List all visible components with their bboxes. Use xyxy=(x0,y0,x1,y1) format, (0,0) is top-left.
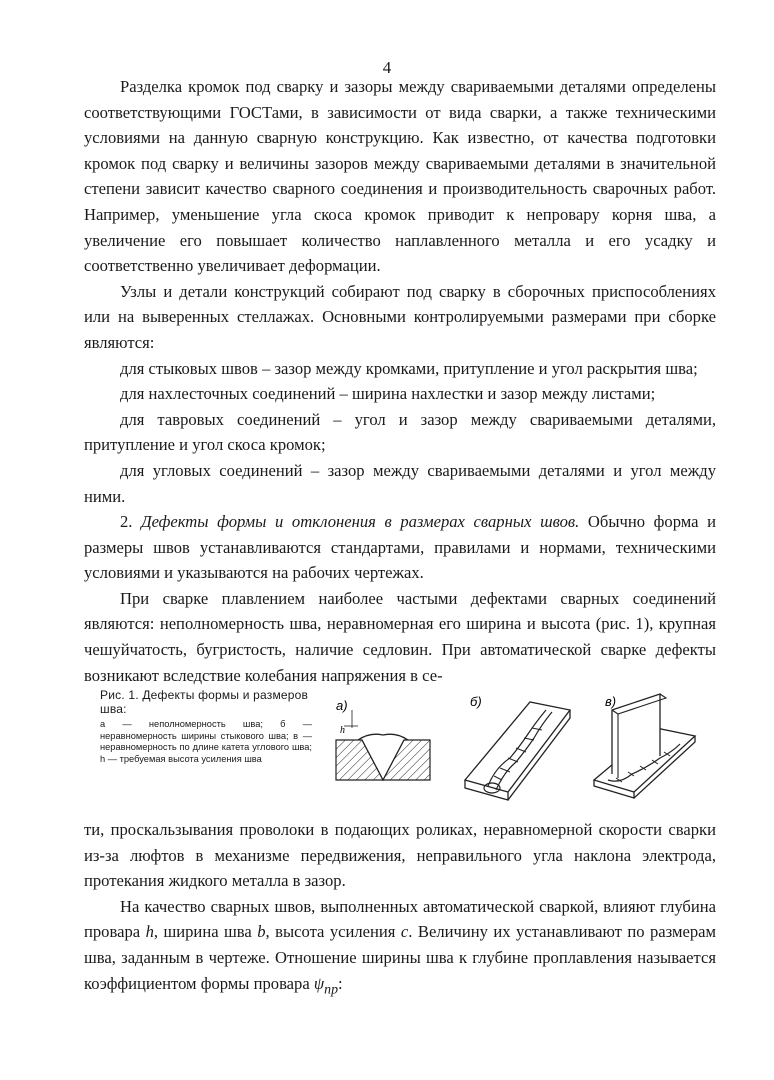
paragraph: для стыковых швов – зазор между кромками, притупление и угол раскрытия шва; xyxy=(120,358,698,378)
paragraph: для нахлесточных соединений – ширина нахлестки и зазор между листами; xyxy=(120,384,656,404)
text-span: На качество сварных швов, выполненных автоматической сваркой, влияют глубина провара xyxy=(84,896,716,942)
label-b: б) xyxy=(470,694,482,709)
figure-caption-body: а — неполномерность шва; б — неравномерность ширины стыкового шва; в — неравномерность по длине катета углового шва; h — требуемая высота усиления шва xyxy=(100,719,312,764)
paragraph: Узлы и детали конструкций собирают под сварку в сборочных приспособлениях или на выверенных стеллажах. Основными контролируемыми размерами при сборке являются: xyxy=(84,281,716,352)
label-h: h xyxy=(340,725,345,736)
text-span: : xyxy=(338,973,343,993)
figure-caption-title: Рис. 1. Дефекты формы и размеров шва: xyxy=(100,688,309,716)
text-span: . Величину их устанавливают по размерам шва, заданным в чертеже. Отношение ширины шва к глубине проплавления называется коэффициентом формы провара xyxy=(84,922,716,993)
label-c: в) xyxy=(605,694,617,709)
figure-drawings xyxy=(100,688,700,806)
page-number: 4 xyxy=(382,58,392,77)
text-span: , высота усиления xyxy=(265,922,401,942)
text-span: , ширина шва xyxy=(153,922,258,942)
paragraph: для угловых соединений – зазор между свариваемыми деталями и угол между ними. xyxy=(84,460,716,506)
variable-psi: ψ xyxy=(313,973,325,993)
figure-1 xyxy=(100,688,700,806)
paragraph: Разделка кромок под сварку и зазоры между свариваемыми деталями определены соответствующими ГОСТами, в зависимости от вида сварки, а также техническими условиями на данную сварную конструкцию. Как известно, от качества подготовки кромок под сварку и величины зазоров между свариваемыми деталями в значительной степени зависит качество сварного соединения и производительность сварочных работ. Например, уменьшение угла скоса кромок приводит к непровару корня шва, а увеличение его повышает количество наплавленного металла и его усадку и соответственно увеличивает деформации. xyxy=(84,77,716,276)
label-a: а) xyxy=(336,698,348,713)
variable-c: c xyxy=(400,922,409,942)
text-block-bottom xyxy=(84,817,716,1001)
paragraph: При сварке плавлением наиболее частыми дефектами сварных соединений являются: неполномерность шва, неравномерная его ширина и высота (рис. 1), крупная чешуйчатость, бугристость, наличие седловин. При автоматической сварке дефекты возникают вследствие колебания напряжения в се- xyxy=(84,588,716,685)
paragraph-section-2 xyxy=(84,509,716,586)
text-block-top xyxy=(84,74,716,688)
variable-b: b xyxy=(257,922,266,942)
section-text: Обычно форма и размеры швов устанавливаются стандартами, правилами и нормами, техническими условиями и указываются на рабочих чертежах. xyxy=(84,512,717,583)
variable-psi-subscript: пр xyxy=(324,980,338,996)
paragraph: ти, проскальзывания проволоки в подающих роликах, неравномерной скорости сварки из-за люфтов в механизме передвижения, неправильного угла наклона электрода, протекания жидкого металла в зазор. xyxy=(84,820,716,891)
drawing-b-butt-weld-plate xyxy=(465,694,570,800)
variable-h: h xyxy=(145,922,154,942)
drawing-a-butt-weld-section xyxy=(336,698,430,780)
section-heading: Дефекты формы и отклонения в размерах сварных швов. xyxy=(141,512,580,532)
drawing-c-fillet-weld xyxy=(594,694,695,798)
paragraph-last xyxy=(84,894,716,1002)
paragraph: для тавровых соединений – угол и зазор между свариваемыми деталями, притупление и угол скоса кромок; xyxy=(84,409,716,455)
section-number: 2. xyxy=(120,512,133,532)
